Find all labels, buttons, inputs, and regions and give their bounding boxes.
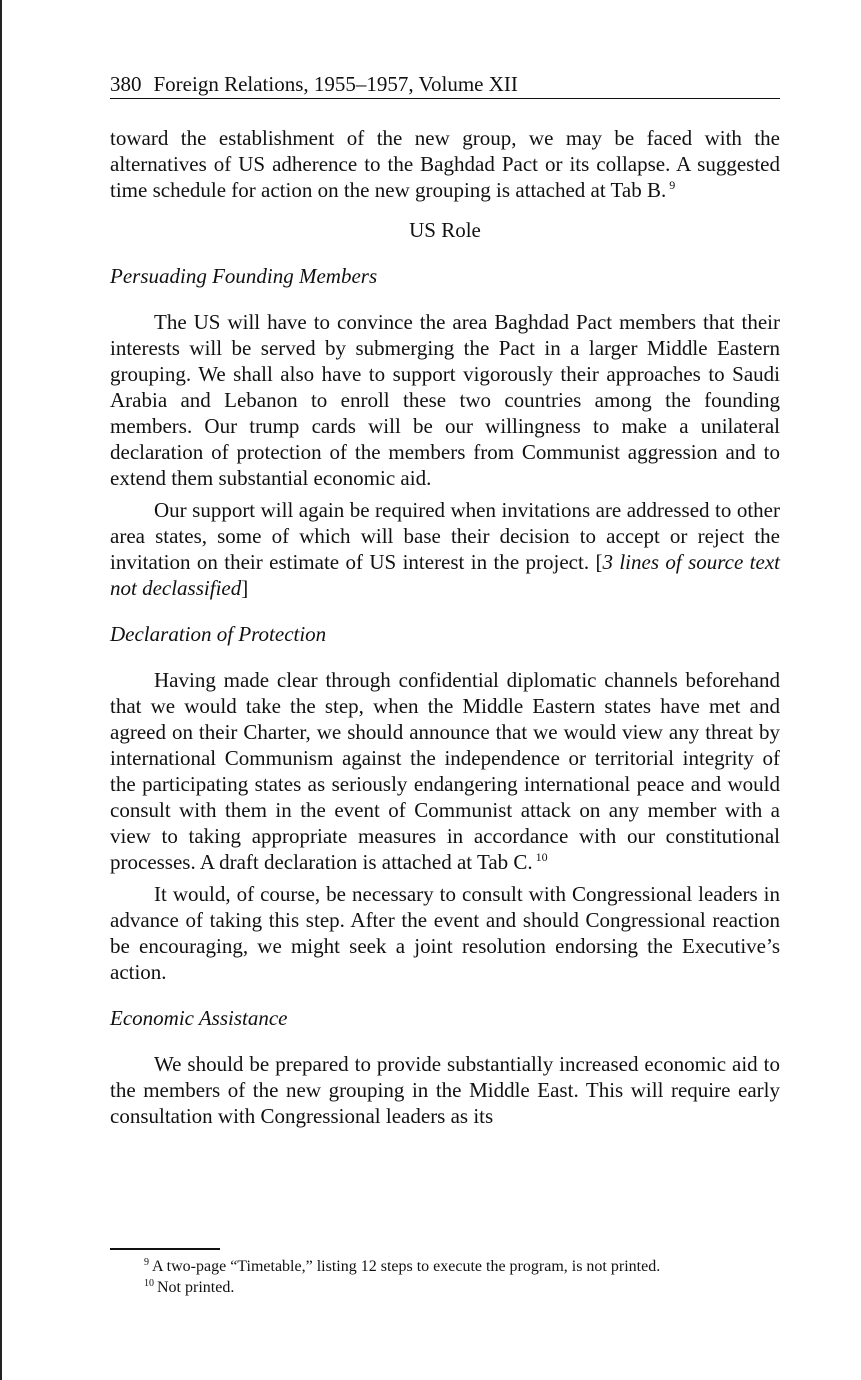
footnote-10	[110, 1277, 780, 1298]
paragraph-economic-1: We should be prepared to provide substantially increased economic aid to the members of the new grouping in the Middle East. This will require early consultation with Congressional leaders as its	[110, 1052, 780, 1128]
subheading-declaration: Declaration of Protection	[110, 622, 327, 646]
running-title: Foreign Relations, 1955–1957, Volume XII	[153, 72, 518, 96]
page-number: 380	[110, 72, 142, 96]
paragraph-declaration-1	[110, 667, 780, 875]
footnotes	[110, 1248, 780, 1298]
paragraph-persuading-2	[110, 497, 780, 601]
paragraph-intro-text: toward the establishment of the new group, we may be faced with the alternatives of US adherence to the Baghdad Pact or its collapse. A suggested time schedule for action on the new grouping is attached at Tab B.	[110, 126, 780, 202]
footnote-ref-10[interactable]: 10	[535, 850, 548, 864]
footnote-rule	[110, 1248, 220, 1250]
subheading-persuading: Persuading Founding Members	[110, 264, 378, 288]
page-content	[110, 125, 780, 1129]
running-header	[110, 70, 780, 99]
footnote-10-text: Not printed.	[157, 1279, 235, 1296]
paragraph-persuading-2-text: Our support will again be required when invitations are addressed to other area states, some of which will base their decision to accept or reject the invitation on their estimate of US interest in the project. [	[110, 498, 780, 574]
paragraph-declaration-2: It would, of course, be necessary to consult with Congressional leaders in advance of taking this step. After the event and should Congressional reaction be encouraging, we might seek a joint resolution endorsing the Executive’s action.	[110, 882, 780, 984]
subheading-economic: Economic Assistance	[110, 1006, 288, 1030]
paragraph-persuading-1: The US will have to convince the area Baghdad Pact members that their interests will be served by submerging the Pact in a larger Middle Eastern grouping. We shall also have to support vigorously their approaches to Saudi Arabia and Lebanon to enroll these two countries among the founding members. Our trump cards will be our willingness to make a unilateral declaration of protection of the members from Communist aggression and to extend them substantial economic aid.	[110, 310, 780, 490]
footnote-9-text: A two-page “Timetable,” listing 12 steps to execute the program, is not printed.	[152, 1258, 661, 1275]
page-edge	[0, 0, 2, 1380]
section-title: US Role	[409, 218, 481, 242]
footnote-9	[110, 1256, 780, 1277]
paragraph-intro	[110, 125, 780, 203]
footnote-9-number: 9	[144, 1257, 149, 1268]
paragraph-declaration-1-text: Having made clear through confidential diplomatic channels beforehand that we would take the step, when the Middle Eastern states have met and agreed on their Charter, we should announce that we would view any threat by international Communism against the independence or territorial integrity of the participating states as seriously endangering international peace and would consult with them in the event of Communist attack on any member with a view to taking appropriate measures in accordance with our constitutional processes. A draft declaration is attached at Tab C.	[110, 668, 780, 874]
declassified-note: 3 lines of source text not declassified	[110, 550, 780, 600]
footnote-10-number: 10	[144, 1278, 154, 1289]
bracket-close: ]	[241, 576, 249, 600]
footnote-ref-9[interactable]: 9	[669, 178, 676, 192]
